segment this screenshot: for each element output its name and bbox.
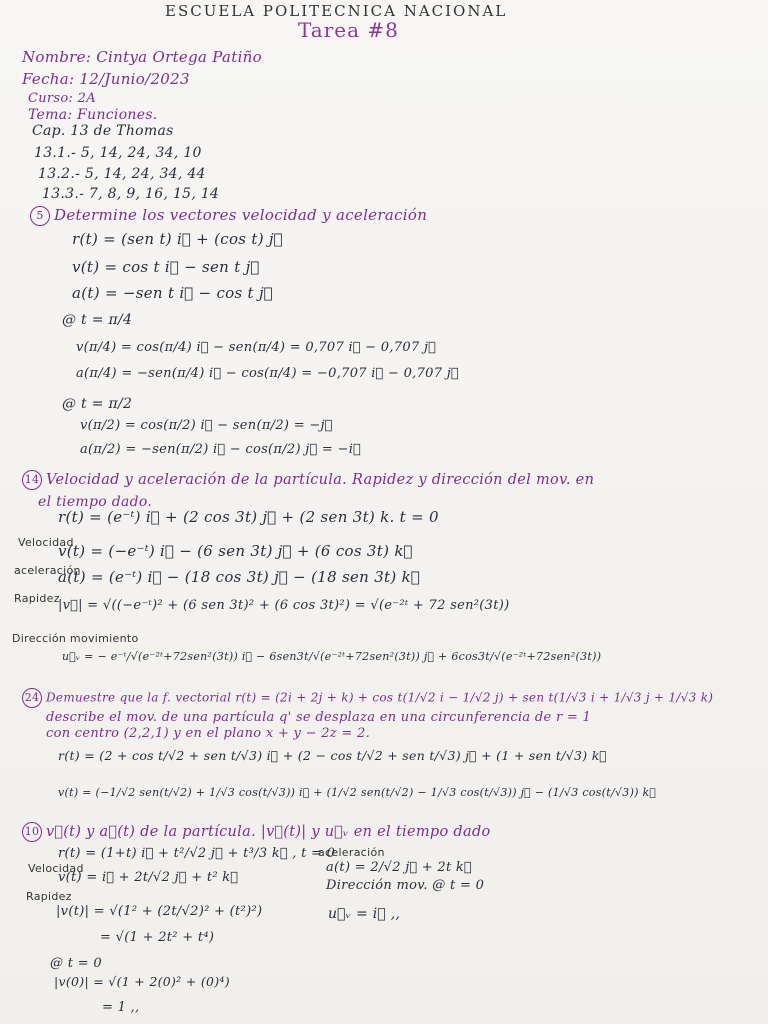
p14-speed: |v⃗| = √((−e⁻ᵗ)² + (6 sen 3t)² + (6 cos 3t)²) = √(e⁻²ᵗ + 72 sen²(3t)) [58, 598, 510, 613]
assignment-title: Tarea #8 [298, 18, 399, 42]
problem-14-number: 14 [22, 470, 42, 490]
p24-velocity: v(t) = (−1/√2 sen(t/√2) + 1/√3 cos(t/√3)) i⃗ + (1/√2 sen(t/√2) − 1/√3 cos(t/√3)) j⃗ − (1/√3 cos(t/√3)) k⃗ [58, 786, 657, 799]
problem-10-number: 10 [22, 822, 42, 842]
p5-v-pi2: v(π/2) = cos(π/2) i⃗ − sen(π/2) = −j⃗ [80, 418, 333, 433]
chapter-line: Cap. 13 de Thomas [32, 123, 174, 139]
exercise-list-2: 13.2.- 5, 14, 24, 34, 44 [38, 166, 206, 182]
p5-a-pi2: a(π/2) = −sen(π/2) i⃗ − cos(π/2) j⃗ = −i⃗ [80, 442, 361, 457]
problem-24-heading [22, 688, 713, 708]
p5-t-pi2: @ t = π/2 [62, 396, 133, 412]
p5-t-pi4: @ t = π/4 [62, 312, 133, 328]
p24-position: r(t) = (2 + cos t/√2 + sen t/√3) i⃗ + (2 − cos t/√2 + sen t/√3) j⃗ + (1 + sen t/√3) k⃗ [58, 748, 608, 763]
p10-label-velocity: Velocidad [28, 862, 84, 875]
problem-14-title: Velocidad y aceleración de la partícula. Rapidez y dirección del mov. en [46, 472, 595, 488]
p14-direction: u⃗ᵥ = − e⁻ᵗ/√(e⁻²ᵗ+72sen²(3t)) i⃗ − 6sen3t/√(e⁻²ᵗ+72sen²(3t)) j⃗ + 6cos3t/√(e⁻²ᵗ+72sen²(3t)) [62, 650, 602, 663]
exercise-list-1: 13.1.- 5, 14, 24, 34, 10 [34, 145, 202, 161]
p14-velocity: v(t) = (−e⁻ᵗ) i⃗ − (6 sen 3t) j⃗ + (6 cos 3t) k⃗ [58, 542, 413, 560]
p5-velocity: v(t) = cos t i⃗ − sen t j⃗ [72, 258, 260, 276]
problem-24-statement-3: con centro (2,2,1) y en el plano x + y − 2z = 2. [46, 726, 370, 741]
course-line: Curso: 2A [28, 91, 96, 106]
problem-24-number: 24 [22, 688, 42, 708]
p14-label-acceleration: aceleración [14, 564, 81, 577]
p10-acceleration: a(t) = 2/√2 j⃗ + 2t k⃗ [326, 860, 472, 875]
p14-acceleration: a(t) = (e⁻ᵗ) i⃗ − (18 cos 3t) j⃗ − (18 sen 3t) k⃗ [58, 568, 420, 586]
p10-position: r(t) = (1+t) i⃗ + t²/√2 j⃗ + t³/3 k⃗ , t = 0 [58, 846, 336, 861]
p14-position: r(t) = (e⁻ᵗ) i⃗ + (2 cos 3t) j⃗ + (2 sen 3t) k. t = 0 [58, 508, 439, 526]
p5-a-pi4: a(π/4) = −sen(π/4) i⃗ − cos(π/4) = −0,707 i⃗ − 0,707 j⃗ [76, 366, 459, 381]
problem-10-title: v⃗(t) y a⃗(t) de la partícula. |v⃗(t)| y u⃗ᵥ en el tiempo dado [46, 824, 491, 840]
p10-speed-simplified: = √(1 + 2t² + t⁴) [100, 930, 215, 945]
problem-10-heading [22, 822, 491, 842]
p5-position: r(t) = (sen t) i⃗ + (cos t) j⃗ [72, 230, 283, 248]
p5-acceleration: a(t) = −sen t i⃗ − cos t j⃗ [72, 284, 273, 302]
problem-5-heading [30, 206, 427, 226]
exercise-list-3: 13.3.- 7, 8, 9, 16, 15, 14 [42, 186, 220, 202]
topic-line: Tema: Funciones. [28, 107, 158, 123]
p10-label-speed: Rapidez [26, 890, 72, 903]
problem-5-number: 5 [30, 206, 50, 226]
problem-24-statement-2: describe el mov. de una partícula q' se desplaza en una circunferencia de r = 1 [46, 710, 592, 725]
p10-t-zero: @ t = 0 [50, 956, 102, 971]
p14-label-direction: Dirección movimiento [12, 632, 139, 645]
p10-label-acceleration: aceleración [318, 846, 385, 859]
school-name: ESCUELA POLITECNICA NACIONAL [165, 2, 508, 20]
p10-speed-result: = 1 ,, [102, 1000, 140, 1015]
p14-label-velocity: Velocidad [18, 536, 74, 549]
p10-direction-label: Dirección mov. @ t = 0 [326, 878, 485, 893]
p10-speed: |v(t)| = √(1² + (2t/√2)² + (t²)²) [56, 904, 263, 919]
p5-v-pi4: v(π/4) = cos(π/4) i⃗ − sen(π/4) = 0,707 i⃗ − 0,707 j⃗ [76, 340, 437, 355]
problem-14-title-cont: el tiempo dado. [38, 494, 153, 510]
student-name: Nombre: Cintya Ortega Patiño [22, 48, 262, 66]
problem-14-heading [22, 470, 594, 490]
p14-label-speed: Rapidez [14, 592, 60, 605]
p10-direction: u⃗ᵥ = i⃗ ,, [328, 906, 401, 922]
problem-24-statement: Demuestre que la f. vectorial r(t) = (2i + 2j + k) + cos t(1/√2 i − 1/√2 j) + sen t(1/√3 i + 1/√3 j + 1/√3 k) [46, 690, 714, 705]
p10-speed-at-zero: |v(0)| = √(1 + 2(0)² + (0)⁴) [54, 974, 230, 989]
p10-velocity: v(t) = i⃗ + 2t/√2 j⃗ + t² k⃗ [58, 870, 239, 885]
date-line: Fecha: 12/Junio/2023 [22, 70, 190, 88]
problem-5-title: Determine los vectores velocidad y aceleración [54, 206, 428, 224]
